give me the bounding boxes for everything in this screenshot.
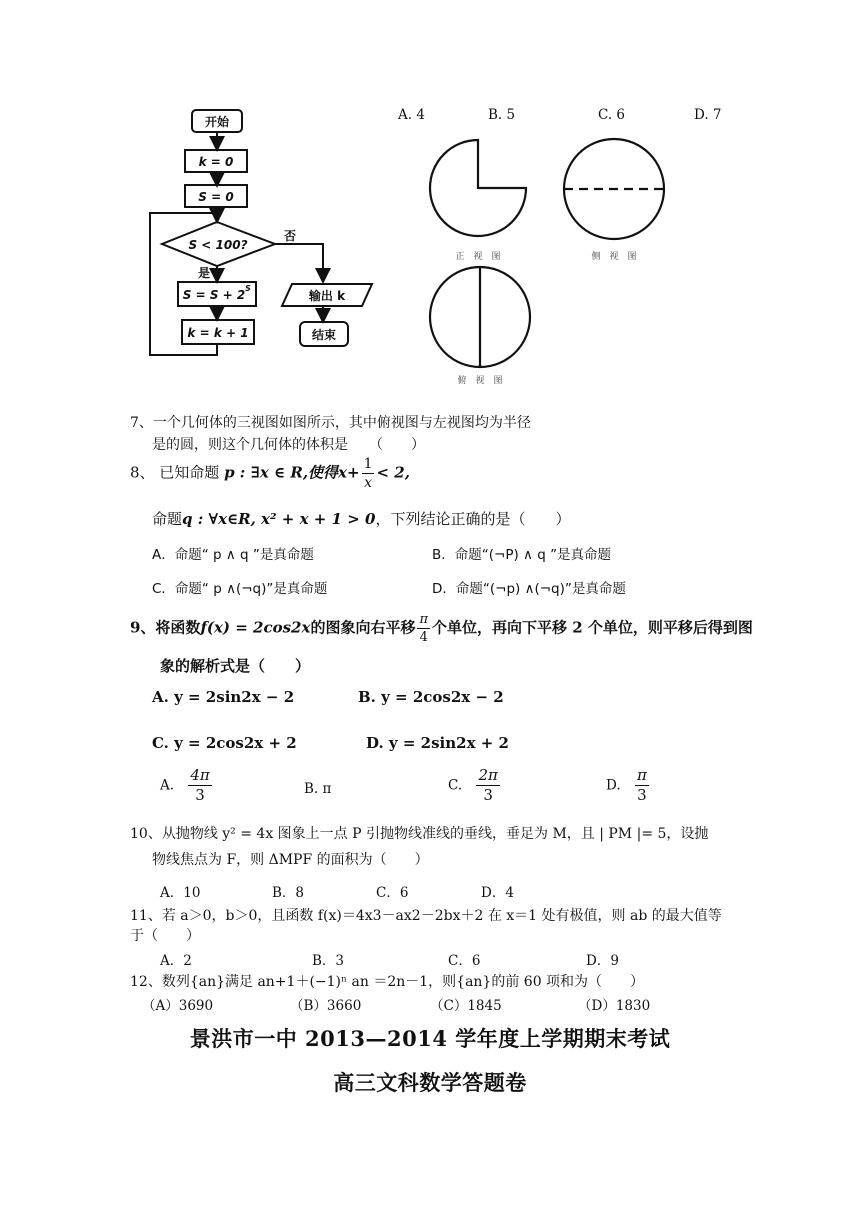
side-view-caption: 侧 视 图 [591,252,637,262]
q10-option-b: B．8 [272,885,305,901]
q8-option-a: A．命题“ p ∧ q ”是真命题 [152,547,314,563]
q7-line2: 是的圆，则这个几何体的体积是 （ ） [152,437,425,453]
end-label: 结束 [311,328,337,342]
q10-option-d: D．4 [481,885,514,901]
q9-line1 [130,613,753,644]
q8-fraction: $\frac{1}{x}$ [363,456,373,491]
q8-q-def: q : ∀x∈R, x² + x + 1 > 0 [182,510,376,528]
q9-mid: 的图象向右平移 [310,618,416,637]
three-views [420,125,680,395]
q8-p-def-a: p : ∃x ∈ R,使得x+ [224,463,360,482]
exam-title: 景洪市一中 2013—2014 学年度上学期期末考试 [189,1026,671,1051]
q8-q-prefix: 命题 [152,510,183,528]
top-view-caption: 俯 视 图 [457,376,503,386]
q7-answer-b: B. π [304,781,332,797]
start-label: 开始 [204,115,230,129]
q11-option-c: C．6 [448,953,481,969]
q8-option-d: D．命题“(¬p) ∧(¬q)”是真命题 [432,581,626,597]
q8-option-b: B．命题“(¬P) ∧ q ”是真命题 [432,547,612,563]
q9-option-a: A. y = 2sin2x − 2 [152,688,295,706]
front-view-caption: 正 视 图 [455,252,501,262]
answer-sheet-title: 高三文科数学答题卷 [333,1070,527,1095]
q12-option-c: （C）1845 [430,998,502,1014]
q12-option-a: （A）3690 [142,998,214,1014]
init-s-label: S = 0 [198,190,234,204]
q6-option-d: D. 7 [694,107,722,123]
q10-option-a: A．10 [160,885,201,901]
yes-label: 是 [197,266,211,280]
q9-fraction: $\frac{\pi}{4}$ [419,612,429,645]
q6-option-a: A. 4 [398,107,425,123]
q8-prefix: 8、 已知命题 [130,463,220,482]
q8-option-c: C．命题“ p ∧(¬q)”是真命题 [152,581,328,597]
q9-option-d: D. y = 2sin2x + 2 [366,734,509,752]
q7-answer-d: D. $\frac{\pi}{3}$ [606,766,647,804]
q11-line2: 于（ ） [130,928,200,944]
update-s-exponent: S [245,284,251,293]
q8-q-suffix: ，下列结论正确的是（ ） [375,510,571,528]
q10-line1: 10、从抛物线 y² = 4x 图象上一点 P 引抛物线准线的垂线，垂足为 M，且 | PM |= 5，设抛 [130,826,709,842]
q12-line1: 12、数列{an}满足 an+1＋(−1)ⁿ an ＝2n－1，则{an}的前 60 项和为（ ） [130,974,645,990]
q11-option-a: A．2 [160,953,192,969]
q8-p-def-b: < 2, [376,463,410,482]
q9-prefix: 9、将函数 [130,618,201,637]
output-label: 输出 k [308,289,346,303]
front-view-shape [430,140,526,236]
q7-answer-a: A. $\frac{4\pi}{3}$ [160,766,210,804]
q11-option-b: B．3 [312,953,345,969]
init-k-label: k = 0 [198,155,234,169]
q8-line1 [130,457,410,490]
q9-option-c: C. y = 2cos2x + 2 [152,734,297,752]
q12-option-d: （D）1830 [578,998,651,1014]
q10-option-c: C．6 [376,885,409,901]
q7-line1: 7、一个几何体的三视图如图所示，其中俯视图与左视图均为半径 [130,415,531,431]
q7-answer-c: C. $\frac{2\pi}{3}$ [448,766,498,804]
condition-label: S < 100? [188,238,248,252]
q6-option-b: B. 5 [488,107,516,123]
q9-suffix: 个单位，再向下平移 2 个单位，则平移后得到图 [432,618,753,637]
q10-line2: 物线焦点为 F，则 ΔMPF 的面积为（ ） [152,852,429,868]
q9-function: f(x) = 2cos2x [200,618,311,637]
q12-option-b: （B）3660 [290,998,362,1014]
q6-option-c: C. 6 [598,107,626,123]
q9-option-b: B. y = 2cos2x − 2 [358,688,504,706]
flowchart [140,100,400,365]
q8-line2 [152,508,570,529]
update-k-label: k = k + 1 [187,326,249,340]
no-label: 否 [283,229,297,243]
update-s-label: S = S + 2 [182,288,246,302]
q11-line1: 11、若 a＞0，b＞0，且函数 f(x)＝4x3－ax2－2bx＋2 在 x＝1 处有极值，则 ab 的最大值等 [130,908,722,924]
q9-line2: 象的解析式是（ ） [160,657,311,675]
q11-option-d: D．9 [586,953,619,969]
